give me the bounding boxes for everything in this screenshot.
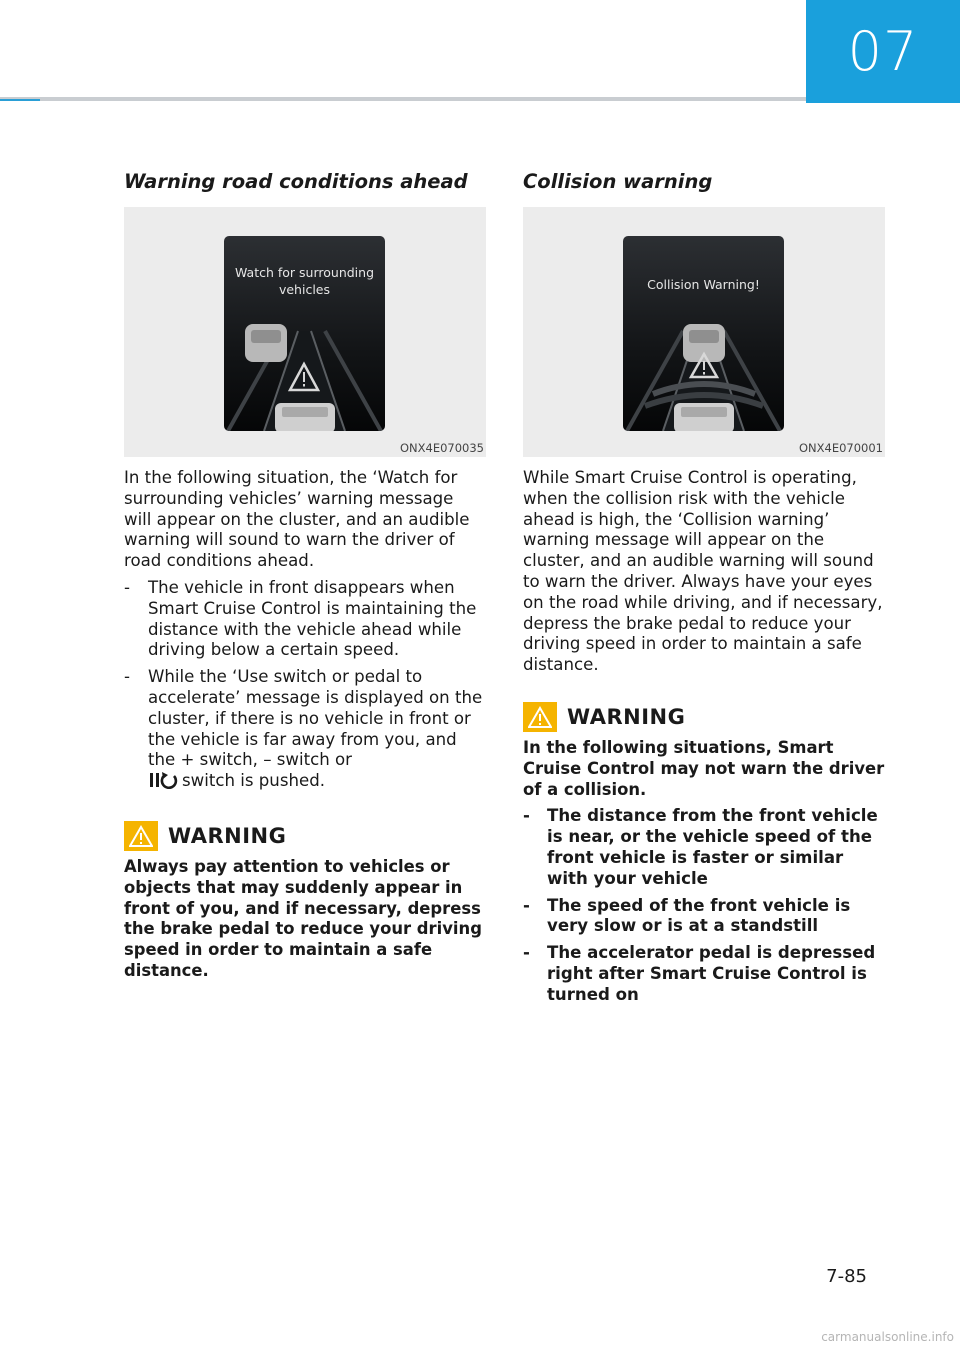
header-rule-accent bbox=[0, 99, 40, 101]
list-item: - The distance from the front vehicle is near, or the vehicle speed of the front vehicle is faster or similar with your vehicle bbox=[523, 806, 878, 888]
own-vehicle-icon bbox=[275, 403, 335, 431]
cruise-resume-icon bbox=[148, 771, 178, 795]
section-heading-road-conditions: Warning road conditions ahead bbox=[124, 170, 468, 193]
chapter-tab: 07 bbox=[806, 0, 960, 103]
warning-title: WARNING bbox=[168, 823, 287, 848]
intro-paragraph: While Smart Cruise Control is operating, when the collision risk with the vehicle ahead is high, the ‘Collision warning’ warning message will appear on the cluster, and an audible warning will sound to warn the driver. Always have your eyes on the road while driving, and if necessary, depress the brake pedal to reduce your driving speed in order to maintain a safe distance. bbox=[523, 468, 883, 675]
page-number: 7-85 bbox=[826, 1266, 867, 1287]
warning-body: In the following situations, Smart Cruise Control may not warn the driver of a collision. bbox=[523, 737, 885, 799]
warning-title: WARNING bbox=[567, 704, 686, 729]
list-item: - The speed of the front vehicle is very slow or is at a standstill bbox=[523, 895, 851, 936]
road-scene-illustration bbox=[623, 236, 784, 431]
section-heading-collision: Collision warning bbox=[523, 170, 713, 193]
condition-list bbox=[124, 578, 486, 795]
warning-header bbox=[124, 821, 486, 851]
warning-body: Always pay attention to vehicles or objects that may suddenly appear in front of you, and if necessary, depress the brake pedal to reduce your driving speed in order to maintain a safe distance. bbox=[124, 856, 482, 980]
lead-vehicle-icon bbox=[245, 324, 287, 362]
figure-collision-warning bbox=[523, 207, 885, 457]
warning-icon bbox=[124, 821, 158, 851]
own-vehicle-icon bbox=[674, 403, 734, 431]
intro-paragraph: In the following situation, the ‘Watch for surrounding vehicles’ warning message will appear on the cluster, and an audible warning will sound to warn the driver of road conditions ahead. bbox=[124, 468, 470, 571]
warning-header bbox=[523, 702, 885, 732]
figure-code: ONX4E070001 bbox=[798, 441, 883, 455]
warning-list bbox=[523, 806, 885, 1005]
list-item: - The vehicle in front disappears when Smart Cruise Control is maintaining the distance with the vehicle ahead while driving below a certain speed. bbox=[124, 577, 477, 660]
watermark: carmanualsonline.info bbox=[821, 1330, 954, 1344]
warning-icon bbox=[523, 702, 557, 732]
left-column bbox=[124, 170, 486, 982]
road-scene-illustration bbox=[224, 236, 385, 431]
figure-watch-surrounding bbox=[124, 207, 486, 457]
cluster-screen bbox=[224, 236, 385, 431]
list-item: - The accelerator pedal is depressed right after Smart Cruise Control is turned on bbox=[523, 943, 876, 1004]
cluster-message: Watch for surrounding vehicles bbox=[234, 265, 375, 297]
right-column bbox=[523, 170, 885, 1012]
header-rule bbox=[0, 97, 806, 101]
figure-code: ONX4E070035 bbox=[399, 441, 484, 455]
list-item: - While the ‘Use switch or pedal to accelerate’ message is displayed on the cluster, if there is no vehicle in front or the vehicle is far away from you, and the + switch, – switch or switch is pushed. bbox=[124, 667, 486, 795]
cluster-screen bbox=[623, 236, 784, 431]
cluster-message: Collision Warning! bbox=[647, 277, 760, 292]
